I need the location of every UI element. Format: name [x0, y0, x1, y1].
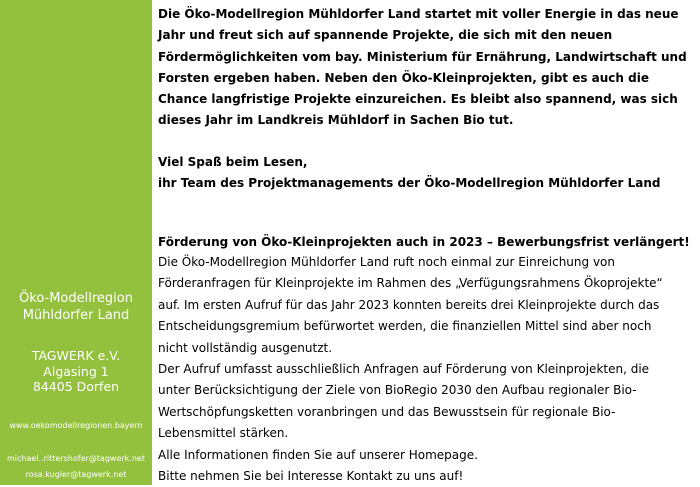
greeting-line-2: ihr Team des Projektmanagements der Öko-Modellregion Mühldorfer Land	[158, 176, 661, 191]
greeting-line-1: Viel Spaß beim Lesen,	[158, 155, 308, 169]
intro-line: Jahr und freut sich auf spannende Projekte, die sich mit den neuen	[158, 28, 613, 43]
body-line: Der Aufruf umfasst ausschließlich Anfragen auf Förderung von Kleinprojekten, die	[158, 362, 650, 377]
body-line: Lebensmittel stärken.	[158, 426, 289, 441]
body-line: nicht vollständig ausgenutzt.	[158, 340, 333, 355]
intro-line: Fördermöglichkeiten vom bay. Ministerium für Ernährung, Landwirtschaft und	[158, 49, 687, 64]
address-city: 84405 Dorfen	[32, 379, 120, 394]
sidebar	[0, 0, 152, 485]
body-line: Wertschöpfungsketten voranbringen und das Bewusstsein für regionale Bio-	[158, 404, 616, 419]
body-line: Förderanfragen für Kleinprojekte im Rahmen des „Verfügungsrahmens Ökoprojekte“	[158, 276, 663, 291]
intro-paragraph	[158, 4, 696, 132]
intro-line: Chance langfristige Projekte einzureichen. Es bleibt also spannend, was sich	[158, 92, 678, 107]
address-street: Algasing 1	[43, 363, 109, 379]
section-heading: Förderung von Öko-Kleinprojekten auch in 2023 – Bewerbungsfrist verlängert!	[158, 235, 690, 249]
body-line: auf. Im ersten Aufruf für das Jahr 2023 konnten bereits drei Kleinprojekte durch das	[158, 297, 660, 312]
organization-name	[0, 290, 152, 324]
address-name: TAGWERK e.V.	[31, 348, 121, 363]
greeting	[158, 152, 696, 195]
section-body	[158, 252, 696, 487]
email-link-2[interactable]: rosa.kugler@tagwerk.net	[25, 470, 127, 479]
org-name-line-1: Öko-Modellregion	[19, 291, 133, 306]
email-link-1[interactable]: michael..rittershofer@tagwerk.net	[7, 454, 145, 463]
intro-line: Die Öko-Modellregion Mühldorfer Land startet mit voller Energie in das neue	[158, 7, 679, 21]
intro-line: Forsten ergeben haben. Neben den Öko-Kleinprojekten, gibt es auch die	[158, 70, 649, 85]
website-link[interactable]: www.oekomodellregionen.bayern	[9, 421, 143, 430]
intro-line: dieses Jahr im Landkreis Mühldorf in Sachen Bio tut.	[158, 113, 514, 128]
body-line: Alle Informationen finden Sie auf unserer Homepage.	[158, 447, 478, 462]
postal-address	[0, 348, 152, 395]
body-line: unter Berücksichtigung der Ziele von BioRegio 2030 den Aufbau regionaler Bio-	[158, 383, 637, 398]
body-line: Bitte nehmen Sie bei Interesse Kontakt zu uns auf!	[158, 469, 464, 484]
body-line: Die Öko-Modellregion Mühldorfer Land ruft noch einmal zur Einreichung von	[158, 255, 615, 269]
body-line: Entscheidungsgremium befürwortet werden, die finanziellen Mittel sind aber noch	[158, 319, 652, 334]
org-name-line-2: Mühldorfer Land	[22, 308, 130, 323]
